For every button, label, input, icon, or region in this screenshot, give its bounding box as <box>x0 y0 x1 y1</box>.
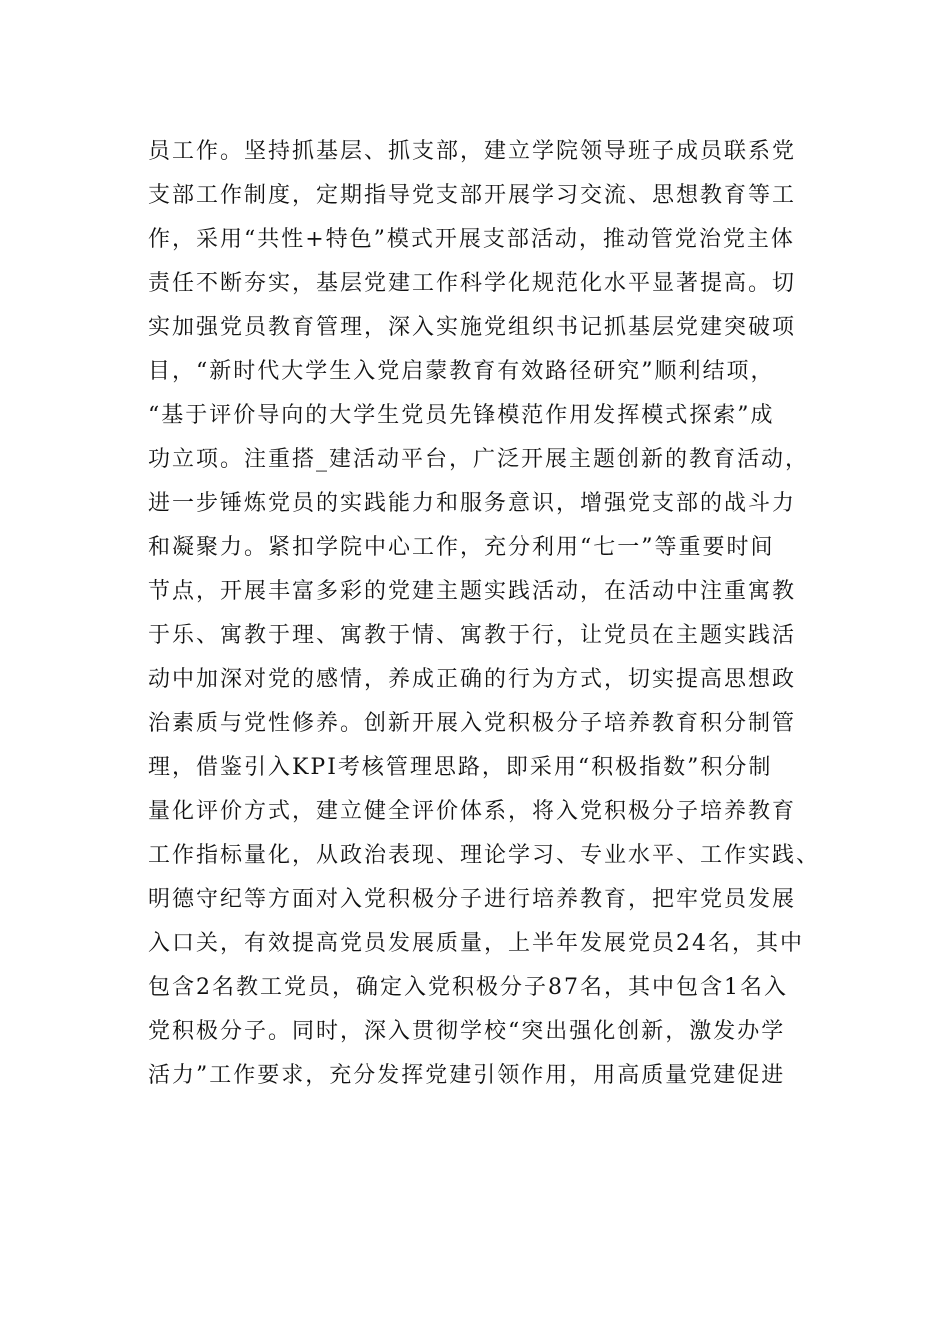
text-line: 责任不断夯实，基层党建工作科学化规范化水平显著提高。切 <box>148 271 797 296</box>
text-line: 支部工作制度，定期指导党支部开展学习交流、思想教育等工 <box>148 183 797 208</box>
text-line: 功立项。注重搭_建活动平台，广泛开展主题创新的教育活动， <box>148 447 810 472</box>
text-line: 入口关，有效提高党员发展质量，上半年发展党员24名，其中 <box>148 931 804 956</box>
text-line: 党积极分子。同时，深入贯彻学校“突出强化创新，激发办学 <box>148 1019 786 1044</box>
text-line: 动中加深对党的感情，养成正确的行为方式，切实提高思想政 <box>148 667 797 692</box>
text-line: 进一步锤炼党员的实践能力和服务意识，增强党支部的战斗力 <box>148 491 797 516</box>
text-line: 节点，开展丰富多彩的党建主题实践活动，在活动中注重寓教 <box>148 579 797 604</box>
text-line: 量化评价方式，建立健全评价体系，将入党积极分子培养教育 <box>148 799 797 824</box>
body-text <box>148 130 828 1098</box>
text-line: 和凝聚力。紧扣学院中心工作，充分利用“七一”等重要时间 <box>148 535 775 560</box>
text-line: 明德守纪等方面对入党积极分子进行培养教育，把牢党员发展 <box>148 887 797 912</box>
text-line: “基于评价导向的大学生党员先锋模范作用发挥模式探索”成 <box>148 403 775 428</box>
text-line: 治素质与党性修养。创新开展入党积极分子培养教育积分制管 <box>148 711 797 736</box>
text-line: 活力”工作要求，充分发挥党建引领作用，用高质量党建促进 <box>148 1063 786 1088</box>
text-line: 实加强党员教育管理，深入实施党组织书记抓基层党建突破项 <box>148 315 797 340</box>
text-line: 于乐、寓教于理、寓教于情、寓教于行，让党员在主题实践活 <box>148 623 797 648</box>
text-line: 工作指标量化，从政治表现、理论学习、专业水平、工作实践、 <box>148 843 821 868</box>
text-line: 作，采用“共性+特色”模式开展支部活动，推动管党治党主体 <box>148 227 795 252</box>
text-line: 目，“新时代大学生入党启蒙教育有效路径研究”顺利结项， <box>148 359 775 384</box>
text-line: 包含2名教工党员，确定入党积极分子87名，其中包含1名入 <box>148 975 788 1000</box>
text-line: 理，借鉴引入KPI考核管理思路，即采用“积极指数”积分制 <box>148 755 773 780</box>
text-line: 员工作。坚持抓基层、抓支部，建立学院领导班子成员联系党 <box>148 139 797 164</box>
